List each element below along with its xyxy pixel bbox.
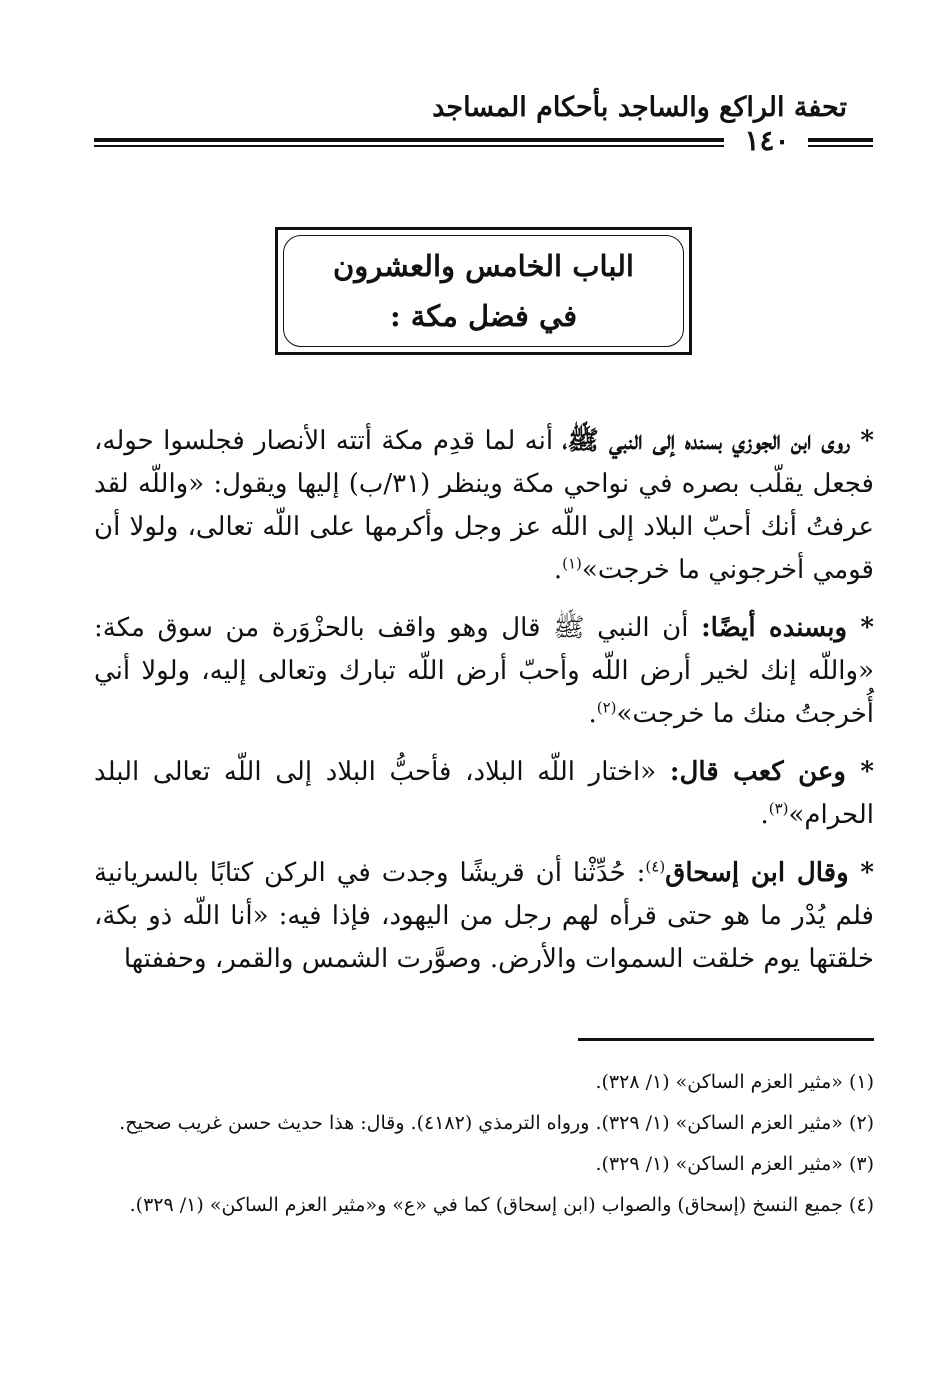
paragraph-tail: . <box>588 699 597 729</box>
paragraph-tail: . <box>553 555 563 585</box>
footnote-ref: (٣) <box>768 799 789 818</box>
body-text <box>94 420 874 996</box>
paragraph-text: : حُدِّثْنا أن قريشًا وجدت في الركن كتابًا بالسريانية فلم يُدْر ما هو حتى قرأه لهم رجل من اليهود، فإذا فيه: «أنا اللّه ذو بكة، خلقتها يوم خلقت السموات والأرض. وصوَّرت الشمس والقمر، وحففتها <box>94 858 874 974</box>
footnote-ref: (١) <box>562 554 582 573</box>
paragraph-lead: * وبسنده أيضًا: <box>701 613 875 643</box>
paragraph-tail: . <box>760 800 769 830</box>
paragraph-text: أن النبي ﷺ قال وهو واقف بالحزْوَرة من سوق مكة: «واللّه إنك لخير أرض اللّه وأحبّ أرض اللّه تبارك وتعالى إليه، ولولا أني أُخرجتُ منك ما خرجت» <box>94 613 874 729</box>
footnote-3: (٣) «مثير العزم الساكن» (١/ ٣٢٩). <box>595 1153 874 1175</box>
footnote-2: (٢) «مثير العزم الساكن» (١/ ٣٢٩). ورواه الترمذي (٤١٨٢). وقال: هذا حديث حسن غريب صحيح. <box>119 1112 874 1134</box>
running-title: تحفة الراكع والساجد بأحكام المساجد <box>432 92 847 123</box>
footnote-ref: (٢) <box>596 698 617 717</box>
chapter-heading-box <box>275 227 692 355</box>
header-rule-left <box>94 138 724 147</box>
page-number: ١٤٠ <box>744 124 790 157</box>
paragraph-3 <box>94 751 874 837</box>
chapter-subtitle: في فضل مكة : <box>389 299 578 333</box>
paragraph-lead: * وقال ابن إسحاق <box>665 858 875 888</box>
chapter-title: الباب الخامس والعشرون <box>333 249 634 283</box>
footnotes <box>90 1062 874 1226</box>
footnote-separator <box>578 1038 874 1041</box>
footnote-4: (٤) جميع النسخ (إسحاق) والصواب (ابن إسحاق) كما في «ع» و«مثير العزم الساكن» (١/ ٣٢٩). <box>129 1194 874 1216</box>
chapter-heading-frame <box>283 235 684 347</box>
footnote-1: (١) «مثير العزم الساكن» (١/ ٣٢٨). <box>595 1071 874 1093</box>
paragraph-lead: * وعن كعب قال: <box>669 757 874 787</box>
header-rule-right <box>808 138 873 147</box>
paragraph-1 <box>94 420 874 592</box>
paragraph-2 <box>94 607 874 736</box>
paragraph-text: أنه لما قدِم مكة أتته الأنصار فجلسوا حوله، فجعل يقلّب بصره في نواحي مكة وينظر (٣١/ب) إليها ويقول: «واللّه لقد عرفتُ أنك أحبّ البلاد إلى اللّه عز وجل وأكرمها على اللّه تعالى، ولولا أن قومي أخرجوني ما خرجت» <box>94 426 874 585</box>
paragraph-4 <box>94 852 874 981</box>
paragraph-text: «اختار اللّه البلاد، فأحبُّ البلاد إلى اللّه تعالى البلد الحرام» <box>94 757 874 830</box>
paragraph-lead: * روى ابن الجوزي بسنده إلى النبي ﷺ، <box>562 426 874 456</box>
footnote-ref: (٤) <box>645 857 666 876</box>
